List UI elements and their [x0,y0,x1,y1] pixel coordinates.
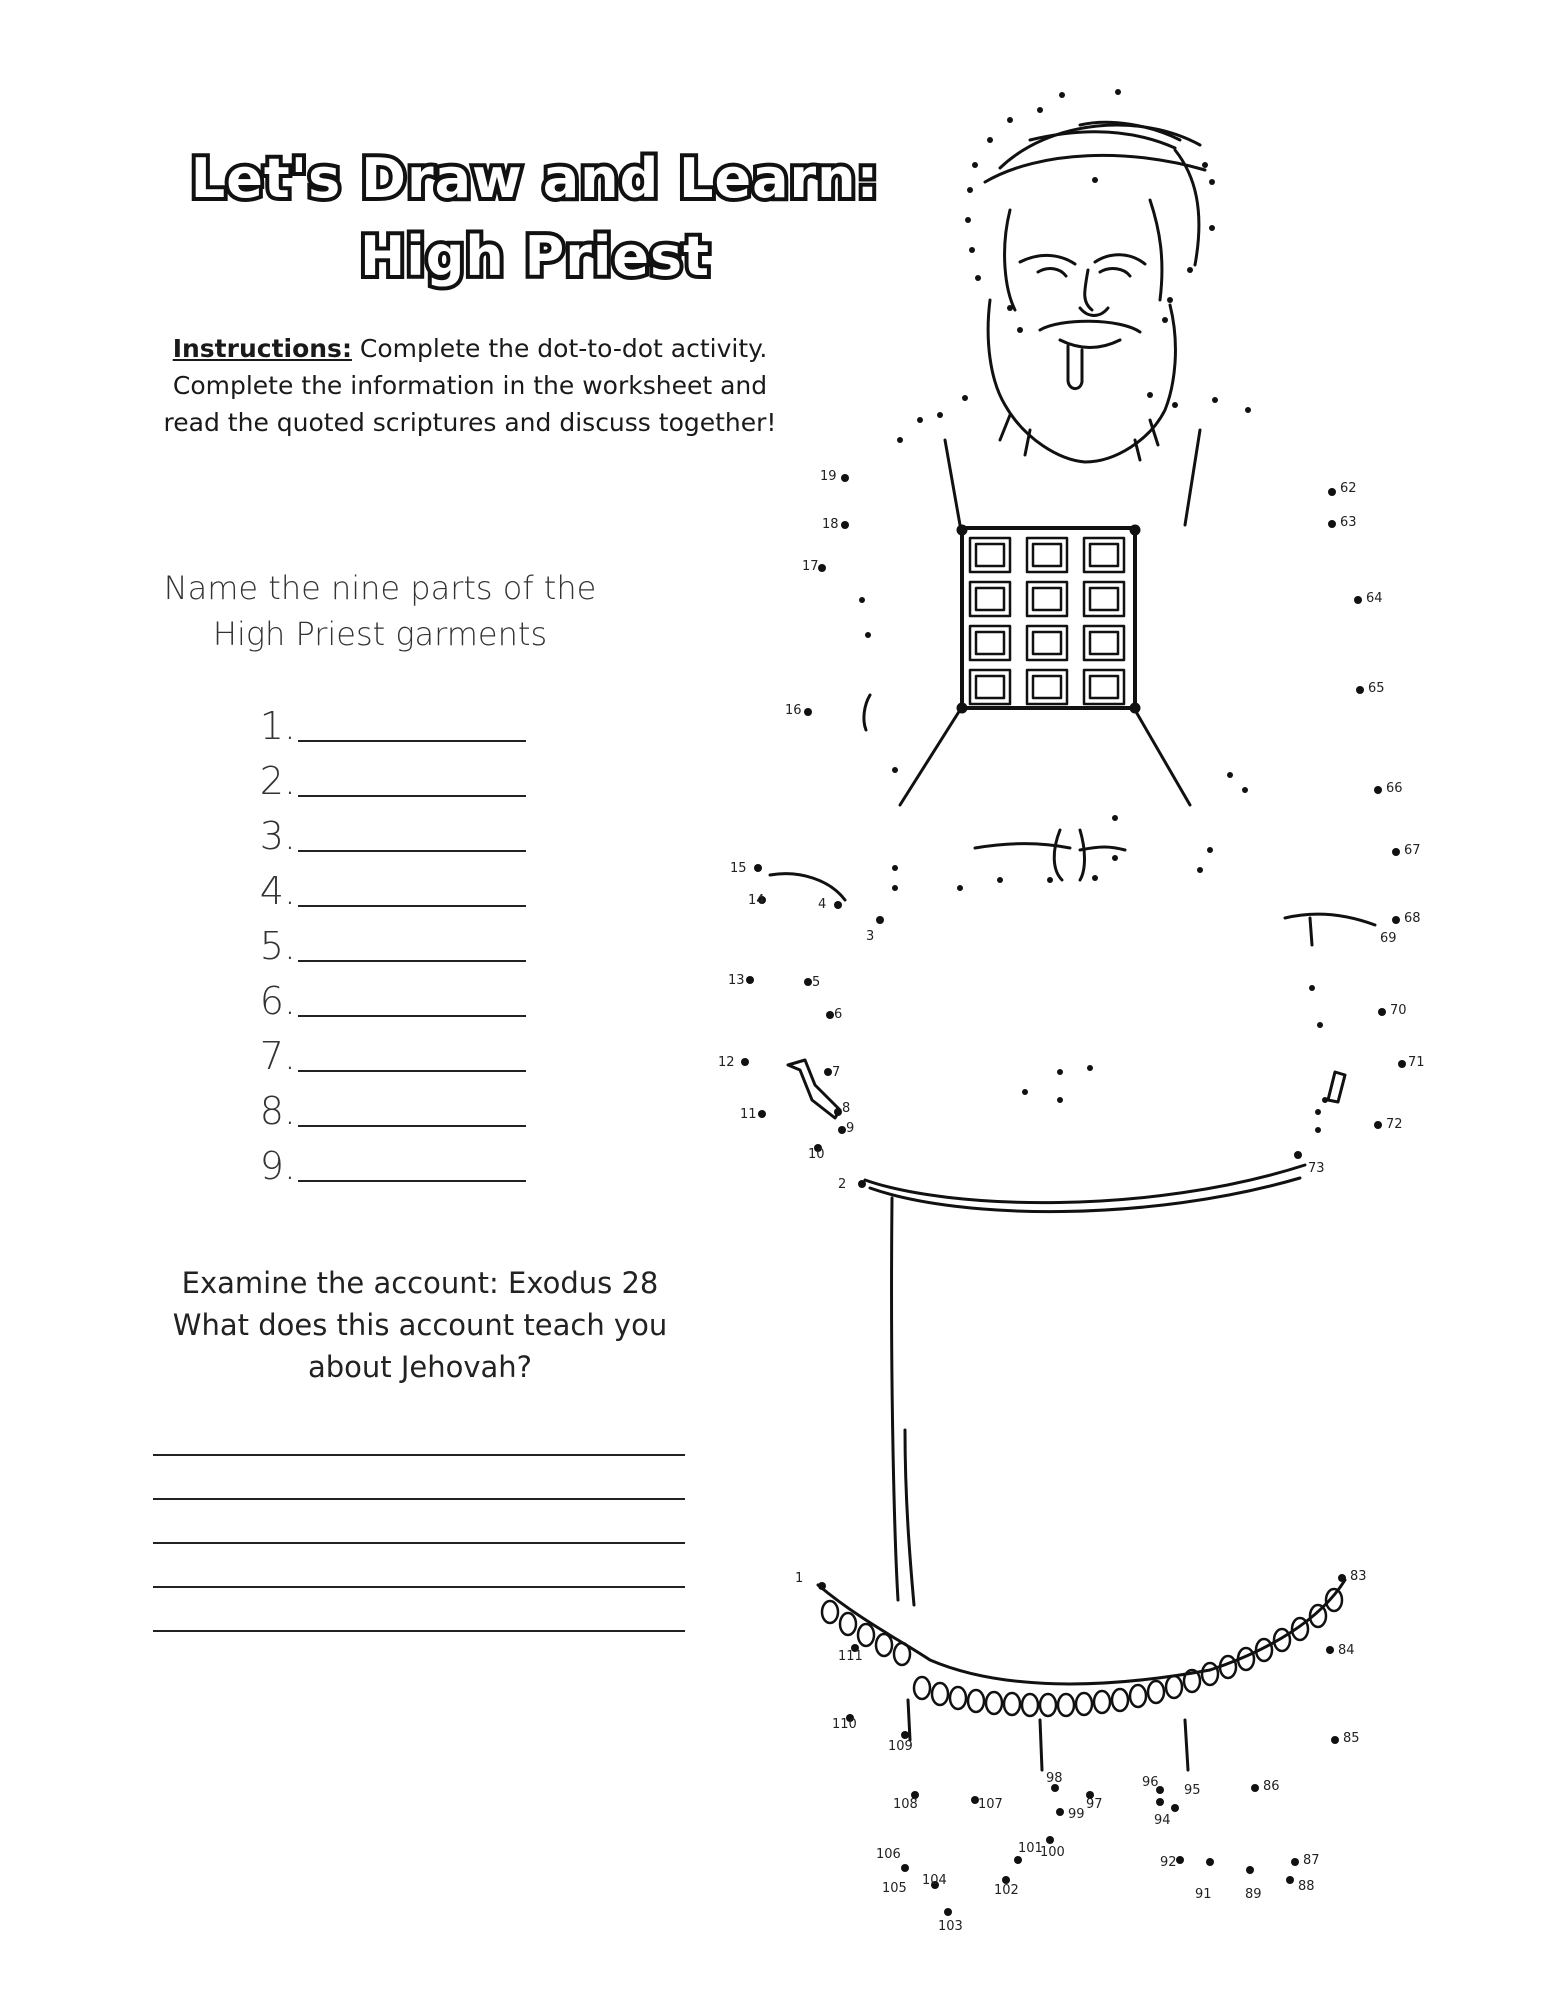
dot-label: 101 [1018,1841,1043,1856]
dot-label: 85 [1343,1731,1360,1746]
dot-label: 87 [1303,1853,1320,1868]
garments-prompt-line-1: Name the nine parts of the [163,569,597,607]
dot-label: 102 [994,1883,1019,1898]
breastplate-icon [958,526,1139,712]
dot-label: 6 [834,1007,843,1022]
worksheet-title-line-2: High Priest [360,225,710,288]
answer-row [256,1023,526,1078]
garments-answer-list [256,693,526,1188]
answer-line[interactable] [153,1412,685,1456]
instructions-line-1: Complete the dot-to-dot activity. [359,334,768,363]
answer-row [256,1078,526,1133]
dot-label: 64 [1366,591,1383,606]
turban-icon [985,122,1205,265]
high-priest-dot-to-dot-drawing [700,50,1425,1934]
dot-label: 83 [1350,1569,1367,1584]
answer-row [256,1133,526,1188]
garments-prompt-line-2: High Priest garments [212,615,548,653]
dot-label: 14 [748,893,765,908]
dot-label: 104 [922,1873,947,1888]
dot-label: 110 [832,1717,857,1732]
dot-label: 69 [1380,931,1397,946]
answer-row [256,858,526,913]
answer-row [256,693,526,748]
sash-icon [864,695,1125,880]
answer-number: 1. [259,704,296,748]
answer-number: 2. [259,759,296,803]
dot-label: 12 [718,1055,735,1070]
dot-label: 89 [1245,1887,1262,1902]
face-icon [988,200,1175,462]
worksheet-title-line-1: Let's Draw and Learn: [190,147,880,210]
dot-label: 105 [882,1881,907,1896]
dot-label: 109 [888,1739,913,1754]
dot-label: 73 [1308,1161,1325,1176]
answer-blank[interactable] [298,1015,526,1017]
dot-label: 66 [1386,781,1403,796]
dot-label: 2 [838,1177,847,1192]
dot-label: 7 [832,1065,841,1080]
sleeve-icon [770,874,1375,1118]
answer-line[interactable] [153,1588,685,1632]
dot-label: 10 [808,1147,825,1162]
dot-label: 3 [866,929,875,944]
answer-number: 6. [259,979,296,1023]
dot-label: 99 [1068,1807,1085,1822]
dot-label: 98 [1046,1771,1063,1786]
answer-number: 3. [259,814,296,858]
dot-label: 4 [818,897,827,912]
dot-label: 65 [1368,681,1385,696]
dot-label: 5 [812,975,821,990]
dot-label: 107 [978,1797,1003,1812]
answer-row [256,803,526,858]
answer-number: 4. [259,869,296,913]
dot-label: 13 [728,973,745,988]
garments-prompt [150,565,610,657]
dot-label: 11 [740,1107,757,1122]
dot-label: 97 [1086,1797,1103,1812]
dot-label: 103 [938,1919,963,1934]
answer-blank[interactable] [298,905,526,907]
answer-row [256,748,526,803]
answer-row [256,913,526,968]
instructions-line-2: Complete the information in the worksheet and [172,371,768,400]
dot-label: 86 [1263,1779,1280,1794]
answer-blank[interactable] [298,1180,526,1182]
instructions-line-3: read the quoted scriptures and discuss together! [163,408,777,437]
account-answer-lines [153,1412,685,1632]
dot-label: 92 [1160,1855,1177,1870]
dot-label: 62 [1340,481,1357,496]
dot-label: 63 [1340,515,1357,530]
answer-number: 7. [259,1034,296,1078]
dot-label: 1 [795,1571,804,1586]
answer-number: 8. [259,1089,296,1133]
dot-label: 95 [1184,1783,1201,1798]
dot-label: 106 [876,1847,901,1862]
answer-line[interactable] [153,1456,685,1500]
robe-icon [865,1165,1305,1770]
dot-label: 88 [1298,1879,1315,1894]
answer-row [256,968,526,1023]
dot-label: 16 [785,703,802,718]
dot-label: 108 [893,1797,918,1812]
dot-label: 70 [1390,1003,1407,1018]
dot-label: 91 [1195,1887,1212,1902]
account-prompt-line-1: Examine the account: Exodus 28 [181,1266,659,1300]
answer-blank[interactable] [298,795,526,797]
dot-label: 94 [1154,1813,1171,1828]
dot-label: 19 [820,469,837,484]
dot-label: 100 [1040,1845,1065,1860]
answer-number: 9. [259,1144,296,1188]
answer-line[interactable] [153,1500,685,1544]
answer-line[interactable] [153,1544,685,1588]
dot-label: 9 [846,1121,855,1136]
dot-label: 17 [802,559,819,574]
ephod-straps-icon [900,430,1200,805]
dot-label: 18 [822,517,839,532]
account-prompt [140,1262,700,1388]
dot-label: 96 [1142,1775,1159,1790]
account-prompt-line-3: about Jehovah? [307,1350,533,1384]
answer-blank[interactable] [298,850,526,852]
answer-blank[interactable] [298,1070,526,1072]
dot-label: 15 [730,861,747,876]
dot-label: 71 [1408,1055,1425,1070]
dot-label: 67 [1404,843,1421,858]
answer-number: 5. [259,924,296,968]
answer-blank[interactable] [298,740,526,742]
answer-blank[interactable] [298,960,526,962]
instructions-label: Instructions: [172,334,352,363]
account-prompt-line-2: What does this account teach you [172,1308,668,1342]
dot-label: 72 [1386,1117,1403,1132]
dot-label: 111 [838,1649,863,1664]
dot-label: 8 [842,1101,851,1116]
answer-blank[interactable] [298,1125,526,1127]
dot-label: 84 [1338,1643,1355,1658]
connect-dots [741,89,1406,1916]
dot-label: 68 [1404,911,1421,926]
